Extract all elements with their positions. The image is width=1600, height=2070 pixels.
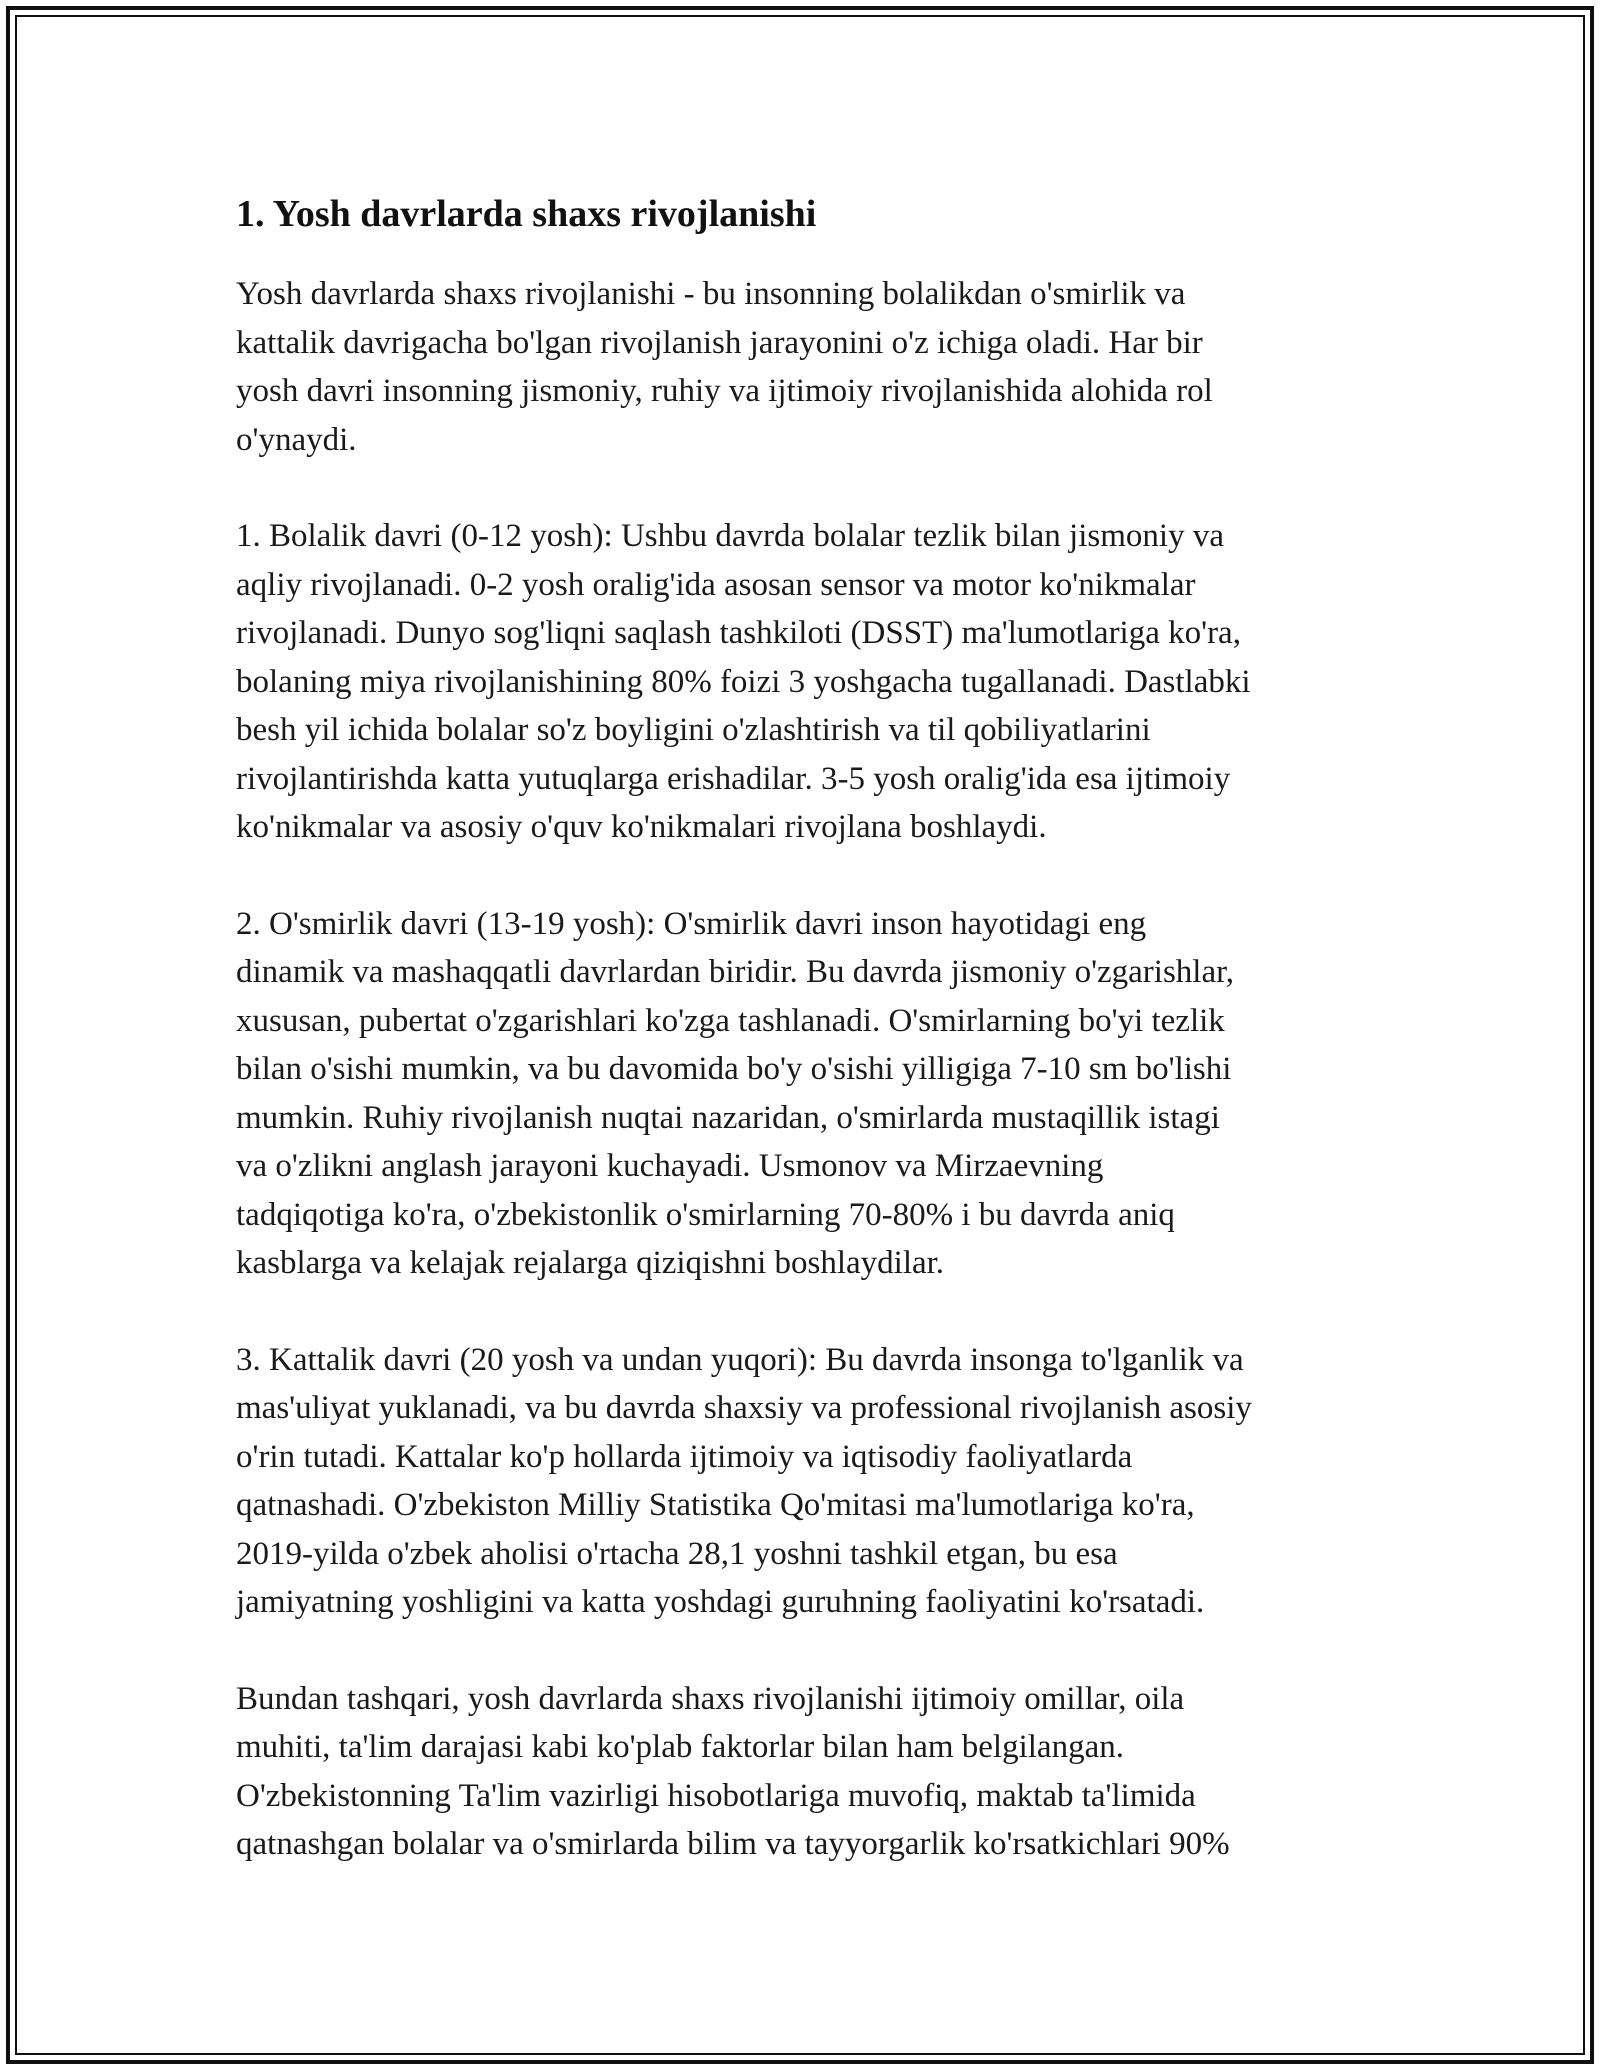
text-line: Yosh davrlarda shaxs rivojlanishi - bu insonning bolalikdan o'smirlik va (236, 276, 1186, 312)
text-line: besh yil ichida bolalar so'z boyligini o'zlashtirish va til qobiliyatlarini (236, 712, 1151, 748)
text-line: 3. Kattalik davri (20 yosh va undan yuqori): Bu davrda insonga to'lganlik va (236, 1341, 1244, 1378)
text-line: 2019-yilda o'zbek aholisi o'rtacha 28,1 yoshni tashkil etgan, bu esa (236, 1535, 1118, 1572)
text-line: o'ynaydi. (236, 421, 357, 458)
text-line: yosh davri insonning jismoniy, ruhiy va ijtimoiy rivojlanishida alohida rol (236, 373, 1213, 409)
text-line: mas'uliyat yuklanadi, va bu davrda shaxsiy va professional rivojlanish asosiy (236, 1390, 1252, 1426)
text-line: bolaning miya rivojlanishining 80% foizi 3 yoshgacha tugallanadi. Dastlabki (236, 663, 1251, 700)
text-line: dinamik va mashaqqatli davrlardan biridir. Bu davrda jismoniy o'zgarishlar, (236, 954, 1235, 990)
text-line: xususan, pubertat o'zgarishlari ko'zga tashlanadi. O'smirlarning bo'yi tezlik (236, 1002, 1225, 1039)
text-line: kasblarga va kelajak rejalarga qiziqishni boshlaydilar. (236, 1245, 945, 1281)
text-line: rivojlantirishda katta yutuqlarga erishadilar. 3-5 yosh oralig'ida esa ijtimoiy (236, 760, 1231, 797)
document-body (236, 186, 1376, 1917)
text-line: rivojlanadi. Dunyo sog'liqni saqlash tashkiloti (DSST) ma'lumotlariga ko'ra, (236, 615, 1241, 651)
text-line: kattalik davrigacha bo'lgan rivojlanish jarayonini o'z ichiga oladi. Har bir (236, 324, 1203, 361)
text-line: mumkin. Ruhiy rivojlanish nuqtai nazaridan, o'smirlarda mustaqillik istagi (236, 1099, 1220, 1136)
text-line: o'rin tutadi. Kattalar ko'p hollarda ijtimoiy va iqtisodiy faoliyatlarda (236, 1438, 1133, 1475)
paragraph (236, 270, 1376, 464)
text-line: Bundan tashqari, yosh davrlarda shaxs rivojlanishi ijtimoiy omillar, oila (236, 1680, 1185, 1717)
text-line: tadqiqotiga ko'ra, o'zbekistonlik o'smirlarning 70-80% i bu davrda aniq (236, 1196, 1175, 1233)
document-title: 1. Yosh davrlarda shaxs rivojlanishi (236, 193, 817, 235)
text-line: 1. Bolalik davri (0-12 yosh): Ushbu davrda bolalar tezlik bilan jismoniy va (236, 518, 1224, 554)
paragraph-list (236, 270, 1376, 1869)
paragraph (236, 512, 1376, 852)
text-line: aqliy rivojlanadi. 0-2 yosh oralig'ida asosan sensor va motor ko'nikmalar (236, 566, 1196, 603)
text-line: qatnashgan bolalar va o'smirlarda bilim va tayyorgarlik ko'rsatkichlari 90% (236, 1826, 1230, 1862)
text-line: muhiti, ta'lim darajasi kabi ko'plab faktorlar bilan ham belgilangan. (236, 1729, 1124, 1765)
text-line: bilan o'sishi mumkin, va bu davomida bo'y o'sishi yilligiga 7-10 sm bo'lishi (236, 1051, 1232, 1087)
text-line: O'zbekistonning Ta'lim vazirligi hisobotlariga muvofiq, maktab ta'limida (236, 1777, 1196, 1814)
paragraph (236, 1675, 1376, 1869)
paragraph (236, 1336, 1376, 1627)
paragraph (236, 900, 1376, 1288)
text-line: jamiyatning yoshligini va katta yoshdagi guruhning faoliyatini ko'rsatadi. (236, 1584, 1205, 1620)
text-line: va o'zlikni anglash jarayoni kuchayadi. Usmonov va Mirzaevning (236, 1148, 1104, 1184)
text-line: qatnashadi. O'zbekiston Milliy Statistika Qo'mitasi ma'lumotlariga ko'ra, (236, 1487, 1195, 1523)
text-line: ko'nikmalar va asosiy o'quv ko'nikmalari rivojlana boshlaydi. (236, 809, 1047, 845)
text-line: 2. O'smirlik davri (13-19 yosh): O'smirlik davri inson hayotidagi eng (236, 905, 1147, 942)
